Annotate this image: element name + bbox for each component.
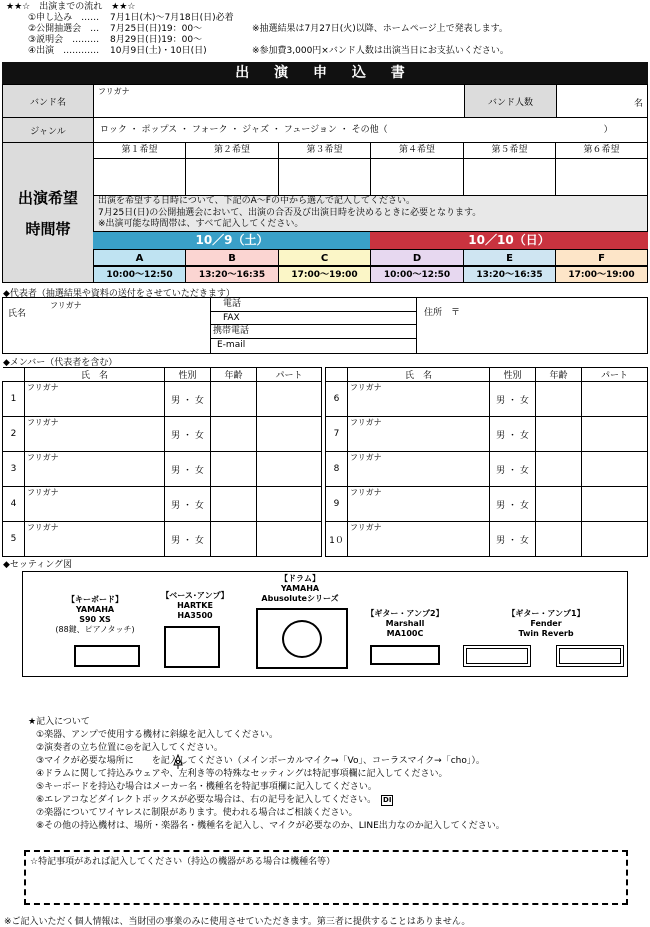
- member-name-field[interactable]: [348, 417, 490, 452]
- member-gender[interactable]: 男 ・ 女: [165, 522, 211, 557]
- rep-fax[interactable]: FAX: [211, 312, 416, 325]
- note-item: ②演奏者の立ち位置に◎を記入してください。: [36, 743, 223, 753]
- rep-name-label: 氏名: [8, 309, 27, 319]
- rep-email[interactable]: E-mail: [217, 340, 246, 350]
- slot-letter-f: F: [555, 249, 648, 266]
- member-age-field[interactable]: [211, 452, 257, 487]
- member-furigana: フリガナ: [27, 418, 59, 427]
- member-age-field[interactable]: [211, 382, 257, 417]
- flow-step: [6, 13, 646, 24]
- member-part-field[interactable]: [582, 417, 648, 452]
- member-gender[interactable]: 男 ・ 女: [490, 417, 536, 452]
- members-table-right: [325, 367, 648, 557]
- wish-label-line1: 出演希望: [17, 189, 78, 207]
- note-item: ①楽器、アンプで使用する機材に斜線を記入してください。: [36, 730, 278, 740]
- band-count-unit: 名: [633, 99, 643, 109]
- guitar2-label-1: 【ギター・アンプ2】: [366, 609, 444, 618]
- slot-time-c: 17:00〜19:00: [278, 266, 371, 283]
- member-name-field[interactable]: [348, 382, 490, 417]
- keyboard-label-1: 【キーボード】: [67, 595, 123, 604]
- bass-label-2: HARTKE: [177, 601, 213, 610]
- flow-heading: ★★☆ 出演までの流れ ★★☆: [6, 2, 136, 12]
- slot-letter-e: E: [463, 249, 556, 266]
- rep-heading: ◆代表者（抽選結果や資料の送付をさせていただきます）: [3, 289, 235, 299]
- drum-box[interactable]: [256, 608, 348, 669]
- slot-letter-a: A: [93, 249, 186, 266]
- member-row: [326, 522, 648, 557]
- member-gender[interactable]: 男 ・ 女: [490, 522, 536, 557]
- wish-choice-5: 第５希望: [463, 142, 556, 159]
- flow-step-note: ※参加費3,000円×バンド人数は出演当日にお支払いください。: [252, 46, 509, 56]
- special-notes-label: ☆特記事項があれば記入してください（持込の機器がある場合は機種名等）: [30, 857, 336, 867]
- member-furigana: フリガナ: [350, 453, 382, 462]
- note-item-text: ⑥エレアコなどダイレクトボックスが必要な場合は、右の記号を記入してください。: [36, 795, 377, 805]
- keyboard-label-2: YAMAHA: [75, 605, 115, 614]
- wish-note-3: ※出演可能な時間帯は、すべて記入してください。: [98, 219, 304, 229]
- flow-step-date: 10月9日(土)・10日(日): [110, 46, 207, 56]
- band-name-furigana: フリガナ: [98, 87, 130, 96]
- member-furigana: フリガナ: [27, 383, 59, 392]
- wish-field-2[interactable]: [185, 158, 279, 196]
- genre-label: ジャンル: [2, 117, 94, 143]
- member-row: [326, 452, 648, 487]
- member-number: 7: [326, 417, 348, 452]
- rep-furigana: フリガナ: [50, 301, 82, 310]
- rep-tel[interactable]: 電話: [211, 298, 416, 312]
- wish-notes: [93, 195, 648, 232]
- members-header-row: [3, 368, 322, 382]
- member-gender[interactable]: 男 ・ 女: [165, 417, 211, 452]
- bass-label-1: 【ベース･アンプ】: [161, 591, 229, 600]
- member-name-field[interactable]: [25, 487, 165, 522]
- flow-step-date: 8月29日(日)19：00〜: [110, 35, 203, 45]
- member-number: 6: [326, 382, 348, 417]
- member-part-field[interactable]: [582, 452, 648, 487]
- wish-choice-4: 第４希望: [370, 142, 464, 159]
- notes-section: [28, 716, 505, 833]
- flow-step: [6, 35, 646, 46]
- age-header: 年齢: [211, 368, 257, 382]
- wish-choice-3: 第３希望: [278, 142, 371, 159]
- drum-circle-icon: [282, 620, 322, 658]
- member-row: [3, 382, 322, 417]
- name-header: 氏 名: [25, 368, 165, 382]
- guitar2-label-3: MA100C: [386, 629, 424, 638]
- genre-options[interactable]: ロック ・ ポップス ・ フォーク ・ ジャズ ・ フュージョン ・ その他（ ）: [93, 117, 648, 143]
- wish-label-line2: 時間帯: [25, 220, 71, 238]
- day2-banner: 10／10（日）: [370, 232, 648, 249]
- num-header: [326, 368, 348, 382]
- special-notes-box[interactable]: [24, 850, 628, 905]
- rep-address[interactable]: 住所 〒: [424, 308, 461, 318]
- members-header-row: [326, 368, 648, 382]
- wish-field-1[interactable]: [93, 158, 186, 196]
- bass-label: [150, 591, 240, 621]
- notes-heading: ★記入について: [28, 717, 90, 727]
- member-gender[interactable]: 男 ・ 女: [165, 452, 211, 487]
- flow-step: [6, 24, 646, 35]
- member-number: 8: [326, 452, 348, 487]
- drum-label-1: 【ドラム】: [280, 574, 320, 583]
- flow-step: [6, 46, 646, 57]
- flow-section: [6, 2, 646, 57]
- gender-header: 性別: [490, 368, 536, 382]
- member-furigana: フリガナ: [350, 383, 382, 392]
- band-count-field[interactable]: [556, 84, 648, 118]
- member-age-field[interactable]: [211, 417, 257, 452]
- member-gender[interactable]: 男 ・ 女: [490, 487, 536, 522]
- members-table-left: [2, 367, 322, 557]
- member-furigana: フリガナ: [350, 418, 382, 427]
- keyboard-label-4: (88鍵、ピアノタッチ): [55, 625, 135, 634]
- age-header: 年齢: [536, 368, 582, 382]
- guitar2-label: [360, 609, 450, 639]
- drum-label: [245, 574, 355, 604]
- member-number: 1０: [326, 522, 348, 557]
- form-title: 出 演 申 込 書: [2, 62, 648, 84]
- note-item: ③マイクが必要な場所に を記入してください（メインボーカルマイク→「Vo」、コーラスマイク→「cho」）。: [36, 756, 485, 766]
- slot-time-a: 10:00〜12:50: [93, 266, 186, 283]
- wish-label: [2, 142, 94, 283]
- setting-heading: ◆セッティング図: [3, 560, 73, 570]
- member-number: 2: [3, 417, 25, 452]
- microphone-icon: [171, 754, 185, 770]
- slot-letter-b: B: [185, 249, 279, 266]
- member-row: [326, 487, 648, 522]
- wish-field-3[interactable]: [278, 158, 371, 196]
- drum-label-3: Abusoluteシリーズ: [261, 594, 339, 603]
- member-name-field[interactable]: [25, 382, 165, 417]
- member-age-field[interactable]: [536, 452, 582, 487]
- guitar2-label-2: Marshall: [385, 619, 425, 628]
- member-name-field[interactable]: [25, 417, 165, 452]
- flow-step-date: 7月25日(日)19：00〜: [110, 24, 203, 34]
- flow-step-key: ①申し込み ……: [28, 13, 100, 23]
- flow-step-key: ③説明会 ………: [28, 35, 100, 45]
- guitar1-amp-box-left[interactable]: [466, 648, 528, 664]
- member-part-field[interactable]: [582, 522, 648, 557]
- band-count-label: バンド人数: [464, 84, 557, 118]
- member-gender[interactable]: 男 ・ 女: [490, 382, 536, 417]
- member-furigana: フリガナ: [27, 523, 59, 532]
- member-number: 1: [3, 382, 25, 417]
- part-header: パート: [582, 368, 648, 382]
- member-row: [326, 382, 648, 417]
- note-item-di: [28, 794, 505, 807]
- guitar2-amp-box[interactable]: [370, 645, 440, 665]
- di-symbol-icon: DI: [383, 796, 392, 804]
- member-gender[interactable]: 男 ・ 女: [165, 487, 211, 522]
- member-name-field[interactable]: [25, 522, 165, 557]
- bass-label-3: HA3500: [177, 611, 213, 620]
- keyboard-box[interactable]: [74, 645, 140, 667]
- wish-choice-2: 第２希望: [185, 142, 279, 159]
- member-furigana: フリガナ: [350, 488, 382, 497]
- guitar1-label: [490, 609, 602, 639]
- member-age-field[interactable]: [536, 522, 582, 557]
- keyboard-label: [40, 595, 150, 635]
- member-age-field[interactable]: [536, 417, 582, 452]
- member-number: 4: [3, 487, 25, 522]
- band-name-label: バンド名: [2, 84, 94, 118]
- member-number: 3: [3, 452, 25, 487]
- band-name-field[interactable]: [93, 84, 465, 118]
- member-part-field[interactable]: [257, 452, 322, 487]
- wish-choice-1: 第１希望: [93, 142, 186, 159]
- member-name-field[interactable]: [348, 522, 490, 557]
- wish-field-5[interactable]: [463, 158, 556, 196]
- member-row: [3, 487, 322, 522]
- member-row: [3, 417, 322, 452]
- member-row: [3, 522, 322, 557]
- wish-field-6[interactable]: [555, 158, 648, 196]
- members-heading: ◆メンバー（代表者を含む）: [3, 358, 118, 368]
- flow-step-key: ②公開抽選会 …: [28, 24, 100, 34]
- wish-note-2: 7月25日(日)の公開抽選会において、出演の合否及び出演日時を決めるときに必要となります。: [98, 207, 482, 218]
- wish-field-4[interactable]: [370, 158, 464, 196]
- guitar1-label-1: 【ギター・アンプ1】: [507, 609, 585, 618]
- slot-time-e: 13:20〜16:35: [463, 266, 556, 283]
- member-row: [326, 417, 648, 452]
- member-name-field[interactable]: [348, 487, 490, 522]
- wish-choice-6: 第６希望: [555, 142, 648, 159]
- member-age-field[interactable]: [536, 487, 582, 522]
- rep-contact: [210, 298, 417, 353]
- slot-letter-c: C: [278, 249, 371, 266]
- member-number: 5: [3, 522, 25, 557]
- day1-banner: 10／9（土）: [93, 232, 371, 249]
- slot-time-d: 10:00〜12:50: [370, 266, 464, 283]
- member-furigana: フリガナ: [27, 488, 59, 497]
- rep-name-field[interactable]: [44, 298, 206, 353]
- slot-letter-d: D: [370, 249, 464, 266]
- member-age-field[interactable]: [211, 522, 257, 557]
- privacy-footer: ※ご記入いただく個人情報は、当財団の事業のみに使用させていただきます。第三者に提供することはありません。: [4, 917, 471, 927]
- slot-time-b: 13:20〜16:35: [185, 266, 279, 283]
- guitar1-label-2: Fender: [530, 619, 562, 628]
- member-part-field[interactable]: [257, 522, 322, 557]
- member-part-field[interactable]: [257, 382, 322, 417]
- slot-time-f: 17:00〜19:00: [555, 266, 648, 283]
- flow-step-date: 7月1日(木)〜7月18日(日)必着: [110, 13, 234, 23]
- wish-note-1: 出演を希望する日時について、下記のA〜Fの中から選んで記入してください。: [98, 196, 415, 206]
- member-name-field[interactable]: [25, 452, 165, 487]
- note-item: ④ドラムに関して持込みウェアや、左利き等の特殊なセッティングは特記事項欄に記入してください。: [36, 769, 448, 779]
- gender-header: 性別: [165, 368, 211, 382]
- note-item: ⑧その他の持込機材は、場所・楽器名・機種名を記入し、マイクが必要なのか、LINE出力なのか記入してください。: [36, 821, 505, 831]
- note-item: ⑤キーボードを持込む場合はメーカー名・機種名を特記事項欄に記入してください。: [36, 782, 377, 792]
- flow-step-note: ※抽選結果は7月27日(火)以降、ホームページ上で発表します。: [252, 24, 508, 34]
- member-part-field[interactable]: [582, 487, 648, 522]
- member-furigana: フリガナ: [27, 453, 59, 462]
- member-gender[interactable]: 男 ・ 女: [490, 452, 536, 487]
- member-furigana: フリガナ: [350, 523, 382, 532]
- member-name-field[interactable]: [348, 452, 490, 487]
- flow-step-key: ④出演 …………: [28, 46, 100, 56]
- member-number: 9: [326, 487, 348, 522]
- num-header: [3, 368, 25, 382]
- member-row: [3, 452, 322, 487]
- member-part-field[interactable]: [582, 382, 648, 417]
- member-part-field[interactable]: [257, 487, 322, 522]
- member-age-field[interactable]: [536, 382, 582, 417]
- guitar1-label-3: Twin Reverb: [518, 629, 574, 638]
- member-age-field[interactable]: [211, 487, 257, 522]
- keyboard-label-3: S90 XS: [79, 615, 111, 624]
- bass-amp-box[interactable]: [164, 626, 220, 668]
- part-header: パート: [257, 368, 322, 382]
- name-header: 氏 名: [348, 368, 490, 382]
- drum-label-2: YAMAHA: [280, 584, 320, 593]
- member-part-field[interactable]: [257, 417, 322, 452]
- guitar1-amp-box-right[interactable]: [559, 648, 621, 664]
- rep-mobile[interactable]: 携帯電話: [211, 325, 416, 339]
- note-item: ⑦楽器についてワイヤレスに制限があります。使われる場合はご相談ください。: [36, 808, 358, 818]
- member-gender[interactable]: 男 ・ 女: [165, 382, 211, 417]
